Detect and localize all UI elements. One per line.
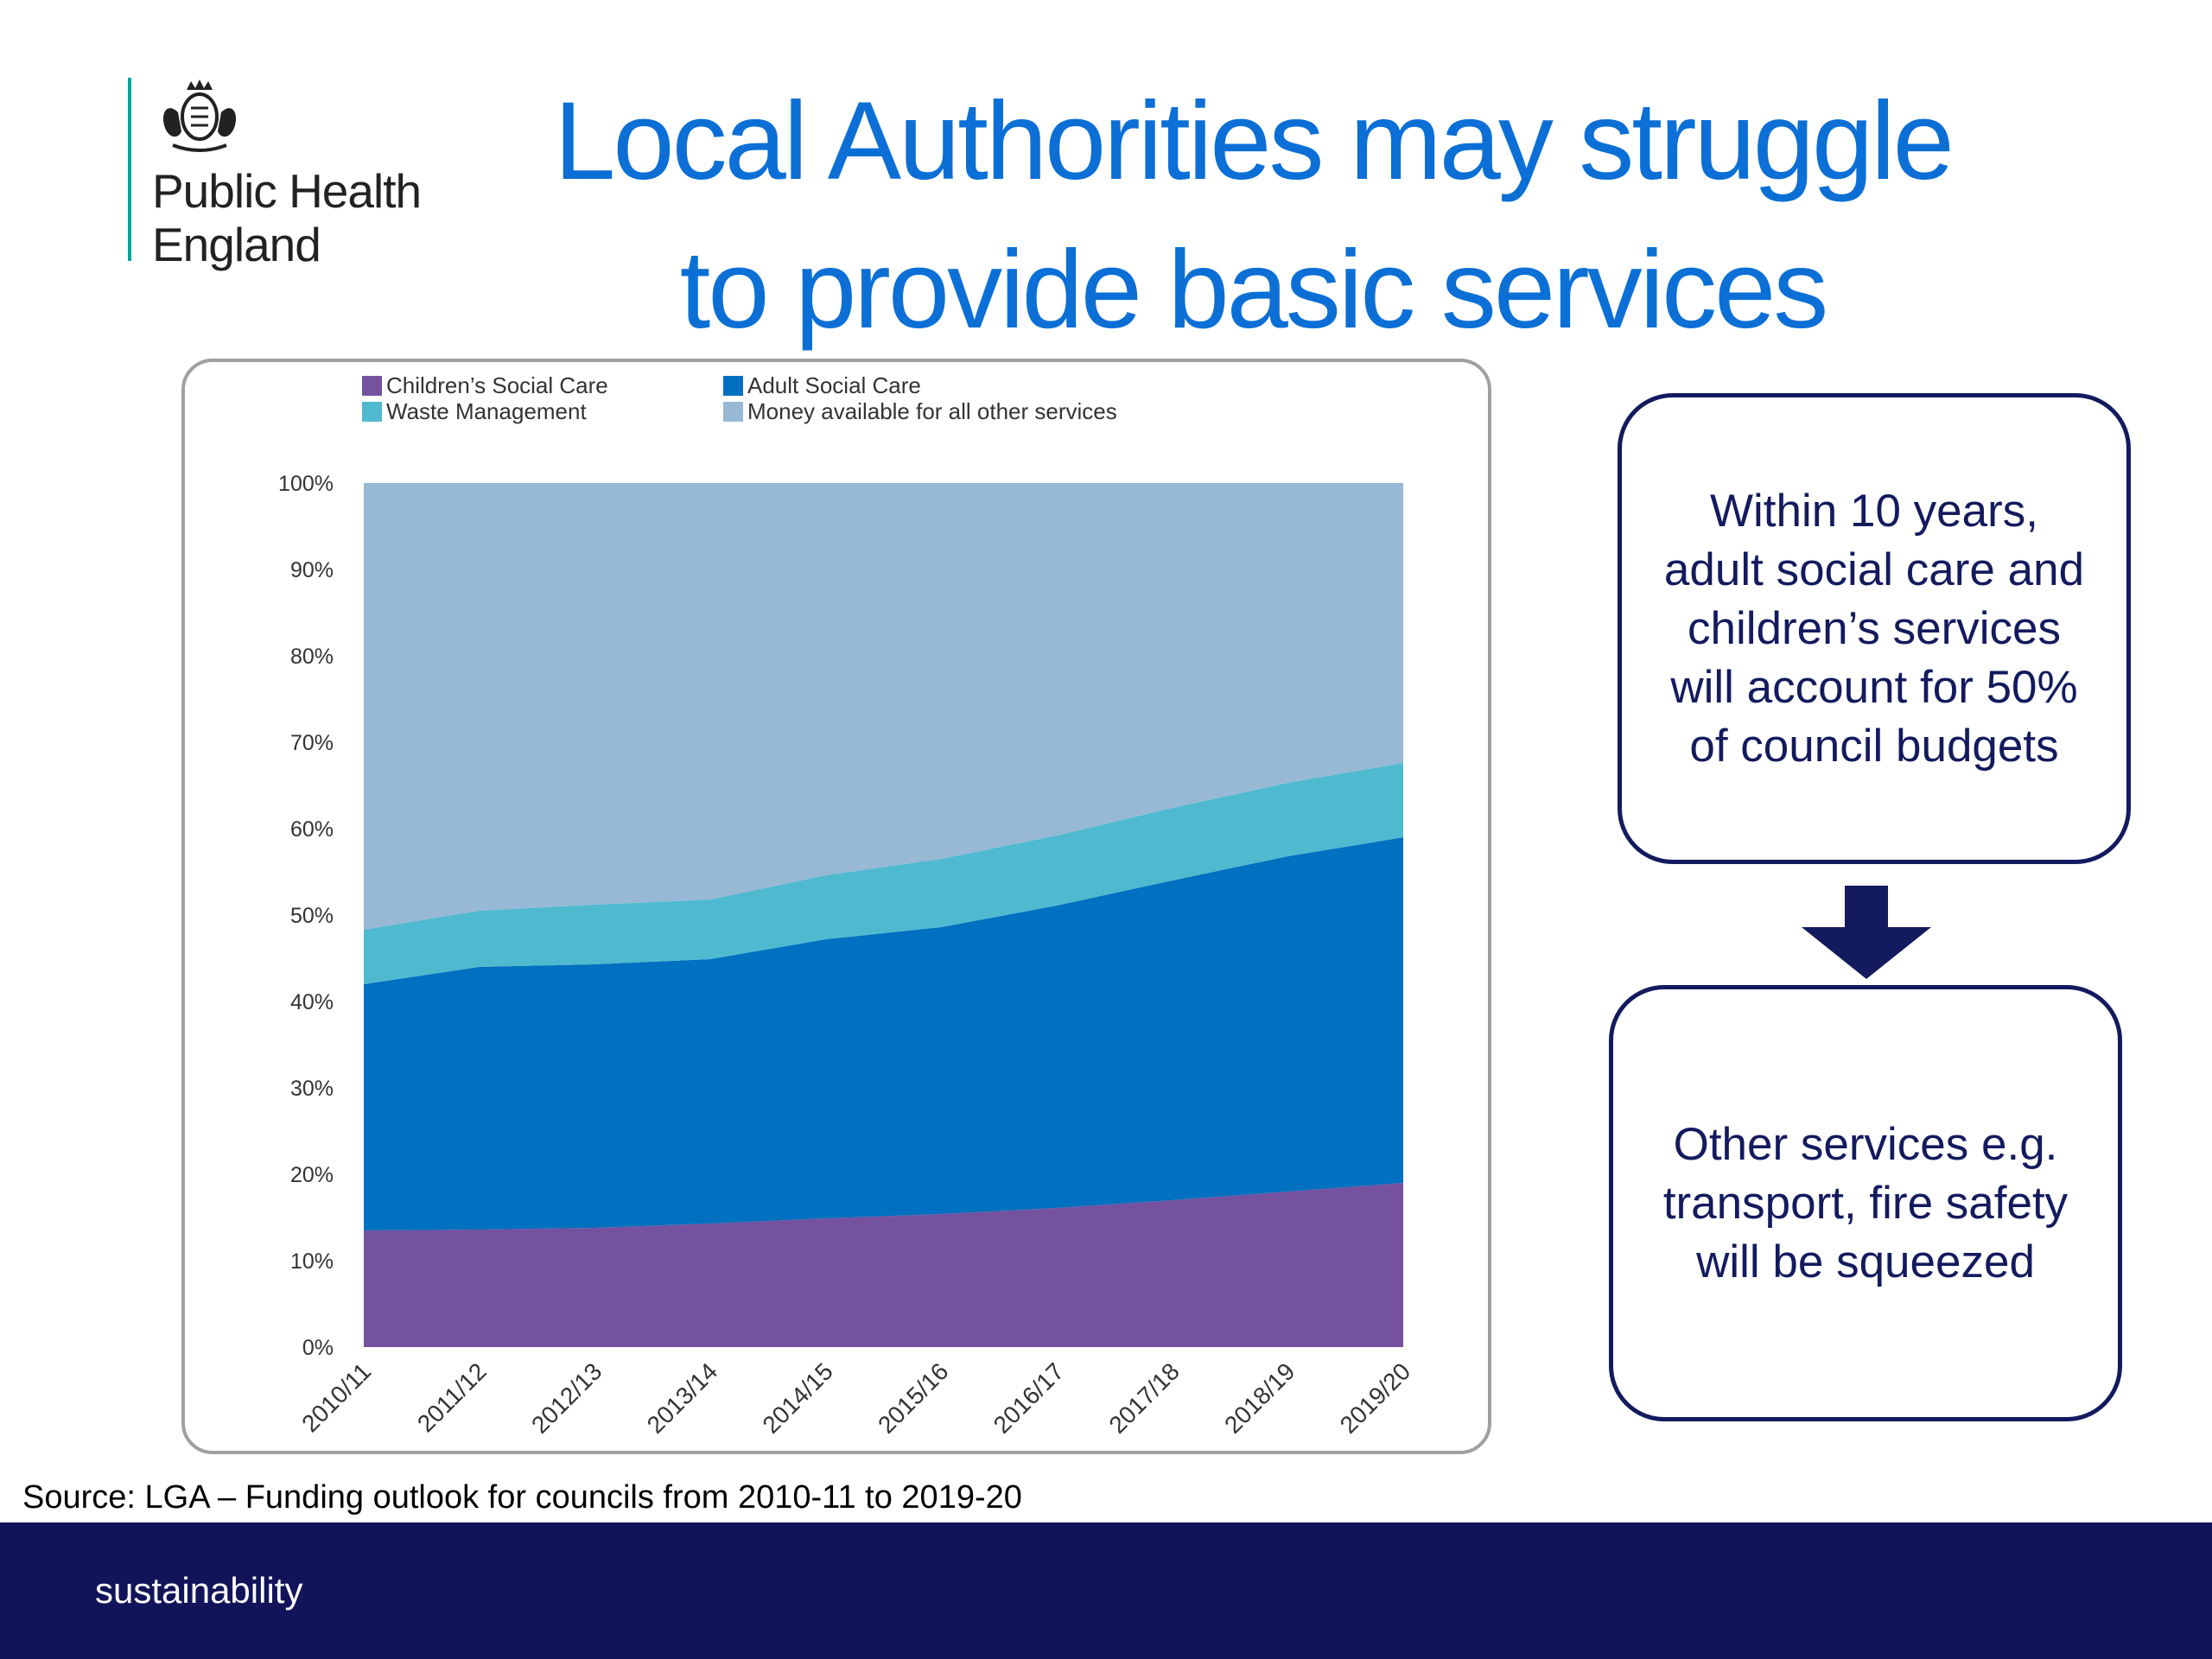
stacked-area-chart [185,362,1488,1451]
title-line-2: to provide basic services [679,228,1827,352]
x-tick-label: 2014/15 [757,1357,838,1439]
chart-legend [362,372,1117,424]
y-axis-ticks [278,472,334,1360]
x-tick-label: 2018/19 [1219,1357,1300,1439]
callout-other-services-text: Other services e.g. transport, fire safety will be squeezed [1662,1118,2069,1287]
y-tick-label: 60% [289,817,334,842]
page-title [449,67,2056,365]
chart-frame [181,359,1491,1454]
y-tick-label: 90% [289,558,334,582]
x-tick-label: 2010/11 [296,1357,377,1438]
legend-label: Children’s Social Care [386,372,608,398]
y-tick-label: 70% [289,731,334,755]
legend-swatch [362,376,382,396]
legend-label: Money available for all other services [747,398,1117,424]
legend-swatch [723,402,743,422]
footer-bar [0,1522,2212,1659]
logo-accent-bar [128,78,131,261]
x-tick-label: 2016/17 [988,1357,1070,1439]
phe-logo [128,78,456,271]
y-tick-label: 0% [302,1336,334,1360]
legend-label: Waste Management [386,398,587,424]
y-tick-label: 20% [289,1163,334,1187]
chart-areas [364,483,1403,1347]
x-tick-label: 2011/12 [411,1357,492,1438]
legend-swatch [362,402,382,422]
title-line-1: Local Authorities may struggle [554,79,1952,203]
royal-crest-icon [152,78,247,156]
logo-line-1: Public Health [152,164,422,218]
y-tick-label: 50% [289,904,334,928]
legend-swatch [723,376,743,396]
y-tick-label: 10% [289,1249,334,1274]
source-note: Source: LGA – Funding outlook for councils from 2010-11 to 2019-20 [22,1479,1022,1516]
x-tick-label: 2019/20 [1334,1357,1416,1439]
callout-other-services [1609,985,2122,1421]
y-tick-label: 100% [278,472,334,496]
footer-label: sustainability [95,1570,303,1611]
x-tick-label: 2017/18 [1103,1357,1185,1439]
x-axis-ticks [296,1357,1415,1438]
y-tick-label: 40% [289,990,334,1014]
x-tick-label: 2013/14 [641,1357,723,1439]
y-tick-label: 80% [289,645,334,669]
logo-wordmark [152,164,421,271]
y-tick-label: 30% [289,1077,334,1101]
callout-budget-share [1618,393,2131,864]
callout-budget-share-text: Within 10 years, adult social care and children’s services will account for 50% of council budgets [1663,485,2085,772]
x-tick-label: 2012/13 [526,1357,607,1439]
legend-label: Adult Social Care [747,372,921,398]
logo-line-2: England [152,218,321,271]
x-tick-label: 2015/16 [873,1357,954,1439]
down-arrow-icon [1797,886,1936,981]
